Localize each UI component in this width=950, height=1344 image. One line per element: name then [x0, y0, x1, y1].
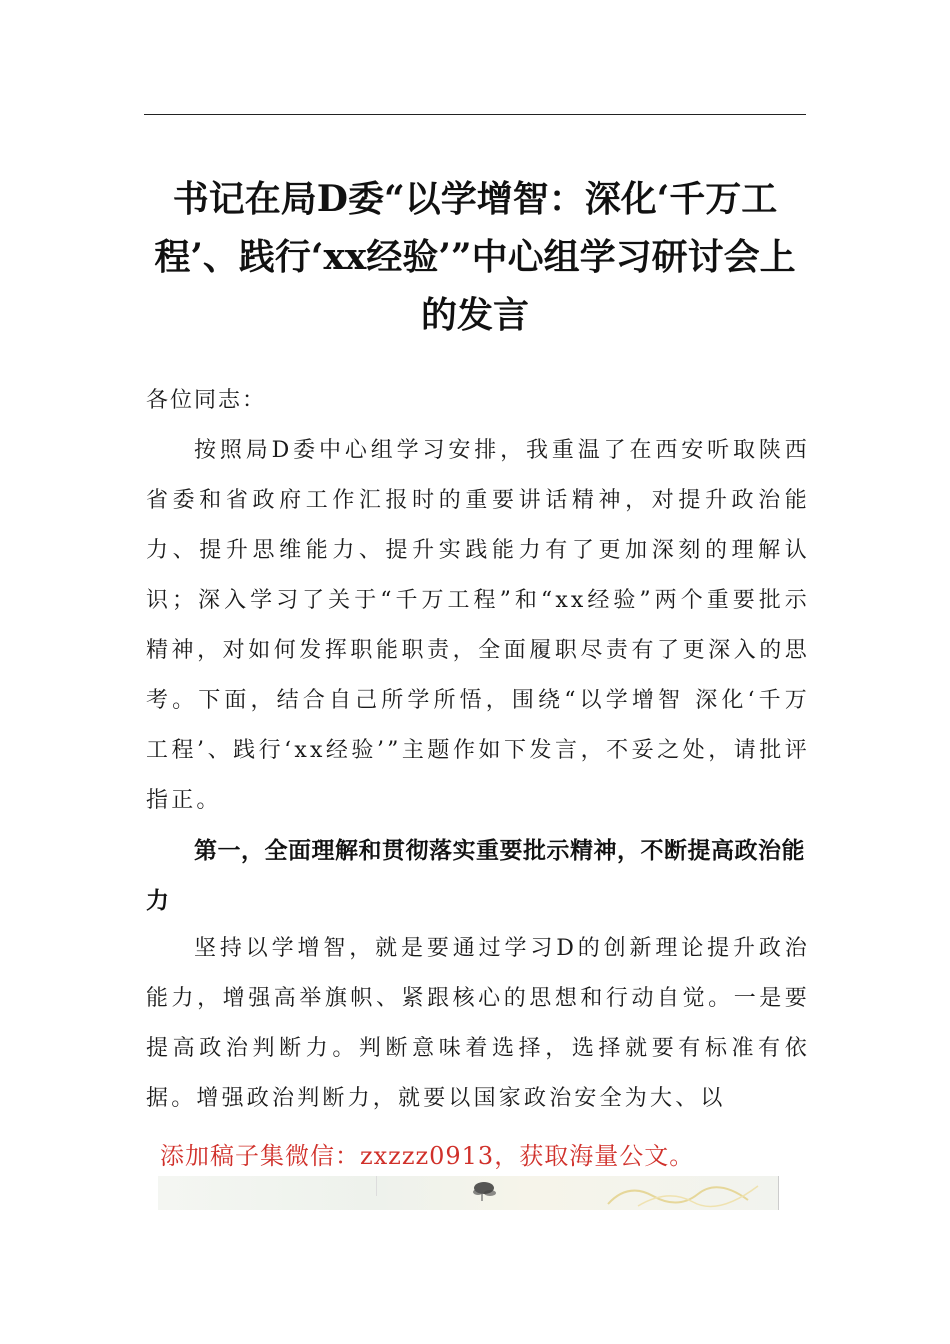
greeting: 各位同志： — [146, 388, 267, 413]
section-heading-1: 第一，全面理解和贯彻落实重要批示精神，不断提高政治能力 — [146, 838, 805, 914]
decorative-banner-image — [158, 1176, 779, 1210]
banner-divider — [376, 1176, 377, 1196]
promo-notice[interactable]: 添加稿子集微信：zxzzz0913，获取海量公文。 — [160, 1142, 695, 1170]
document-title: 书记在局D委“以学增智：深化‘千万工程’、践行‘xx经验’”中心组学习研讨会上的发言 — [154, 178, 796, 336]
paragraph-intro: 按照局D委中心组学习安排，我重温了在西安听取陕西省委和省政府工作汇报时的重要讲话精神，对提升政治能力、提升思维能力、提升实践能力有了更加深刻的理解认识；深入学习了关于“千万工程”和“xx经验”两个重要批示精神，对如何发挥职能职责，全面履职尽责有了更深入的思考。下面，结合自己所学所悟，围绕“以学增智 深化‘千万工程’、践行‘xx经验’”主题作如下发言，不妥之处，请批评指正。 — [146, 438, 810, 813]
header-rule — [144, 114, 806, 115]
swirl-pattern-icon — [598, 1176, 778, 1210]
paragraph-section-1: 坚持以学增智，就是要通过学习D的创新理论提升政治能力，增强高举旗帜、紧跟核心的思想和行动自觉。一是要提高政治判断力。判断意味着选择，选择就要有标准有依据。增强政治判断力，就要以国家政治安全为大、以 — [146, 936, 810, 1111]
ink-blot-icon — [466, 1178, 502, 1202]
